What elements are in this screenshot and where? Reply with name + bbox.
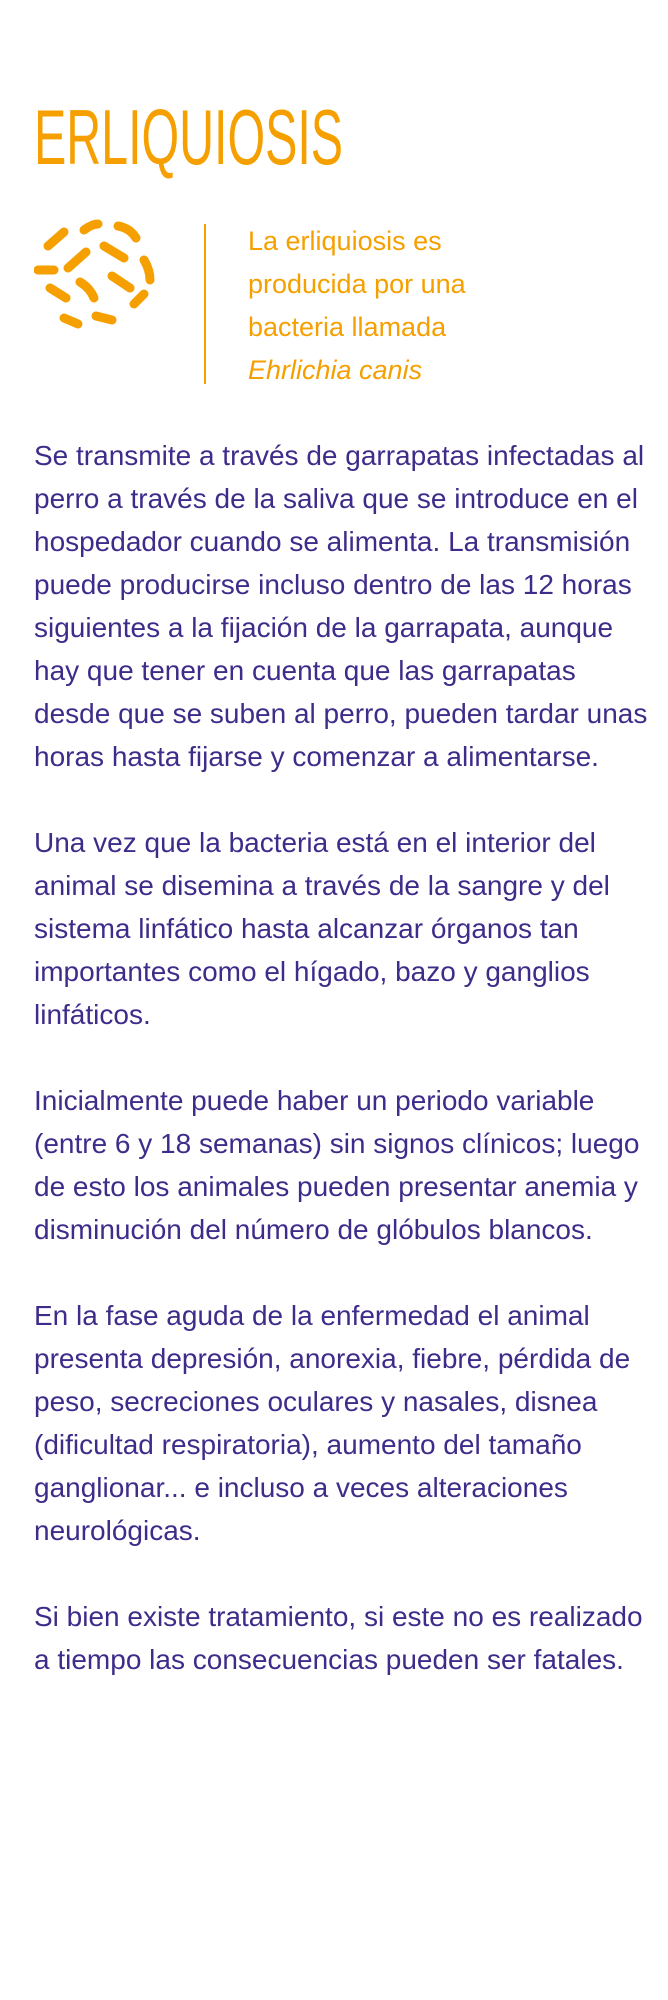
intro-line: producida por una bbox=[248, 269, 466, 299]
article-body bbox=[34, 434, 654, 1724]
paragraph-transmission: Se transmite a través de garrapatas infectadas al perro a través de la saliva que se introduce en el hospedador cuando se alimenta. La transmisión puede producirse incluso dentro de las 12 horas siguientes a la fijación de la garrapata, aunque hay que tener en cuenta que las garrapatas desde que se suben al perro, pueden tardar unas horas hasta fijarse y comenzar a alimentarse. bbox=[34, 440, 648, 772]
intro-line: La erliquiosis es bbox=[248, 226, 442, 256]
page-title: ERLIQUIOSIS bbox=[34, 93, 344, 181]
paragraph-initial-phase: Inicialmente puede haber un periodo variable (entre 6 y 18 semanas) sin signos clínicos; luego de esto los animales pueden presentar anemia y disminución del número de glóbulos blancos. bbox=[34, 1085, 640, 1245]
intro-line: bacteria llamada bbox=[248, 312, 447, 342]
paragraph-acute-phase: En la fase aguda de la enfermedad el animal presenta depresión, anorexia, fiebre, pérdida de peso, secreciones oculares y nasales, disnea (dificultad respiratoria), aumento del tamaño ganglionar... e incluso a veces alteraciones neurológicas. bbox=[34, 1300, 631, 1546]
intro-callout bbox=[248, 220, 648, 392]
paragraph-treatment: Si bien existe tratamiento, si este no es realizado a tiempo las consecuencias pueden ser fatales. bbox=[34, 1601, 643, 1675]
species-name: Ehrlichia canis bbox=[248, 355, 423, 385]
bacteria-icon bbox=[34, 218, 166, 338]
paragraph-dissemination: Una vez que la bacteria está en el interior del animal se disemina a través de la sangre y del sistema linfático hasta alcanzar órganos tan importantes como el hígado, bazo y ganglios linfáticos. bbox=[34, 827, 610, 1030]
divider bbox=[204, 224, 206, 384]
